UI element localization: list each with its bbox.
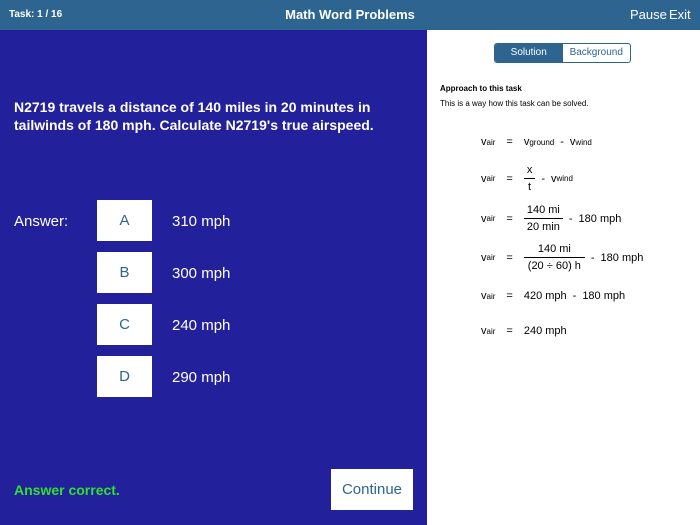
denominator: t [528,181,532,193]
answer-label: Answer: [14,213,69,230]
view-toggle [494,43,631,63]
wind-value: 180 mph [578,212,622,225]
sub-air: air [486,291,496,301]
sub-ground: ground [529,137,555,147]
sub-air: air [486,253,496,262]
result-value: 240 mph [523,325,567,337]
fraction [524,243,585,272]
option-a-button[interactable]: A [97,200,152,241]
ground-value: 420 mph [523,290,567,302]
fraction [524,204,563,233]
pause-button[interactable]: Pause [630,7,667,22]
option-d-button[interactable]: D [97,356,152,397]
question-panel [0,30,427,525]
exit-button[interactable]: Exit [669,7,691,22]
var-v: v [481,251,487,264]
option-d-value: 290 mph [172,369,231,386]
var-v: v [523,136,530,148]
task-counter: Task: 1 / 16 [9,9,63,20]
denominator: (20 ÷ 60) h [527,260,581,272]
option-b-value: 300 mph [172,265,231,282]
equation-step-2 [481,164,573,193]
option-a-value: 310 mph [172,213,231,230]
numerator: 140 mi [524,243,585,258]
header-bar [0,0,700,30]
equation-result [481,325,567,337]
sub-air: air [486,326,496,336]
var-v: v [481,172,487,185]
minus: - [590,251,595,264]
minus: - [572,290,577,302]
fraction [524,164,536,193]
var-v: v [481,212,487,225]
var-v: v [481,325,487,337]
wind-value: 180 mph [582,290,626,302]
minus: - [541,172,545,185]
option-b-button[interactable]: B [97,252,152,293]
page-title: Math Word Problems [285,7,415,22]
numerator: x [524,164,536,179]
equals: = [506,251,513,264]
tab-background[interactable]: Background [569,47,623,58]
equals: = [506,136,513,148]
var-v: v [481,136,487,148]
sub-air: air [486,137,496,147]
equation-step-1 [481,136,592,148]
sub-air: air [486,174,496,183]
sub-air: air [486,214,496,223]
sub-wind: wind [575,137,592,147]
var-v: v [551,172,557,185]
denominator: 20 min [526,221,560,233]
answer-status: Answer correct. [14,482,120,498]
sub-wind: wind [556,174,573,183]
wind-value: 180 mph [600,251,644,264]
minus: - [568,212,573,225]
equals: = [506,172,513,185]
equation-step-3 [481,204,621,233]
option-c-value: 240 mph [172,317,231,334]
equation-step-5 [481,290,625,302]
question-text: N2719 travels a distance of 140 miles in 20 minutes in tailwinds of 180 mph. Calculate N2719's true airspeed. [14,99,374,133]
option-c-button[interactable]: C [97,304,152,345]
continue-button[interactable]: Continue [331,469,413,510]
approach-description: This is a way how this task can be solved. [440,99,589,108]
equation-step-4 [481,243,643,272]
equals: = [506,325,513,337]
equals: = [506,212,513,225]
numerator: 140 mi [524,204,563,219]
minus: - [560,136,564,148]
approach-title: Approach to this task [440,84,522,93]
tab-solution[interactable]: Solution [495,44,563,62]
equals: = [506,290,513,302]
var-v: v [481,290,487,302]
var-v: v [569,136,576,148]
